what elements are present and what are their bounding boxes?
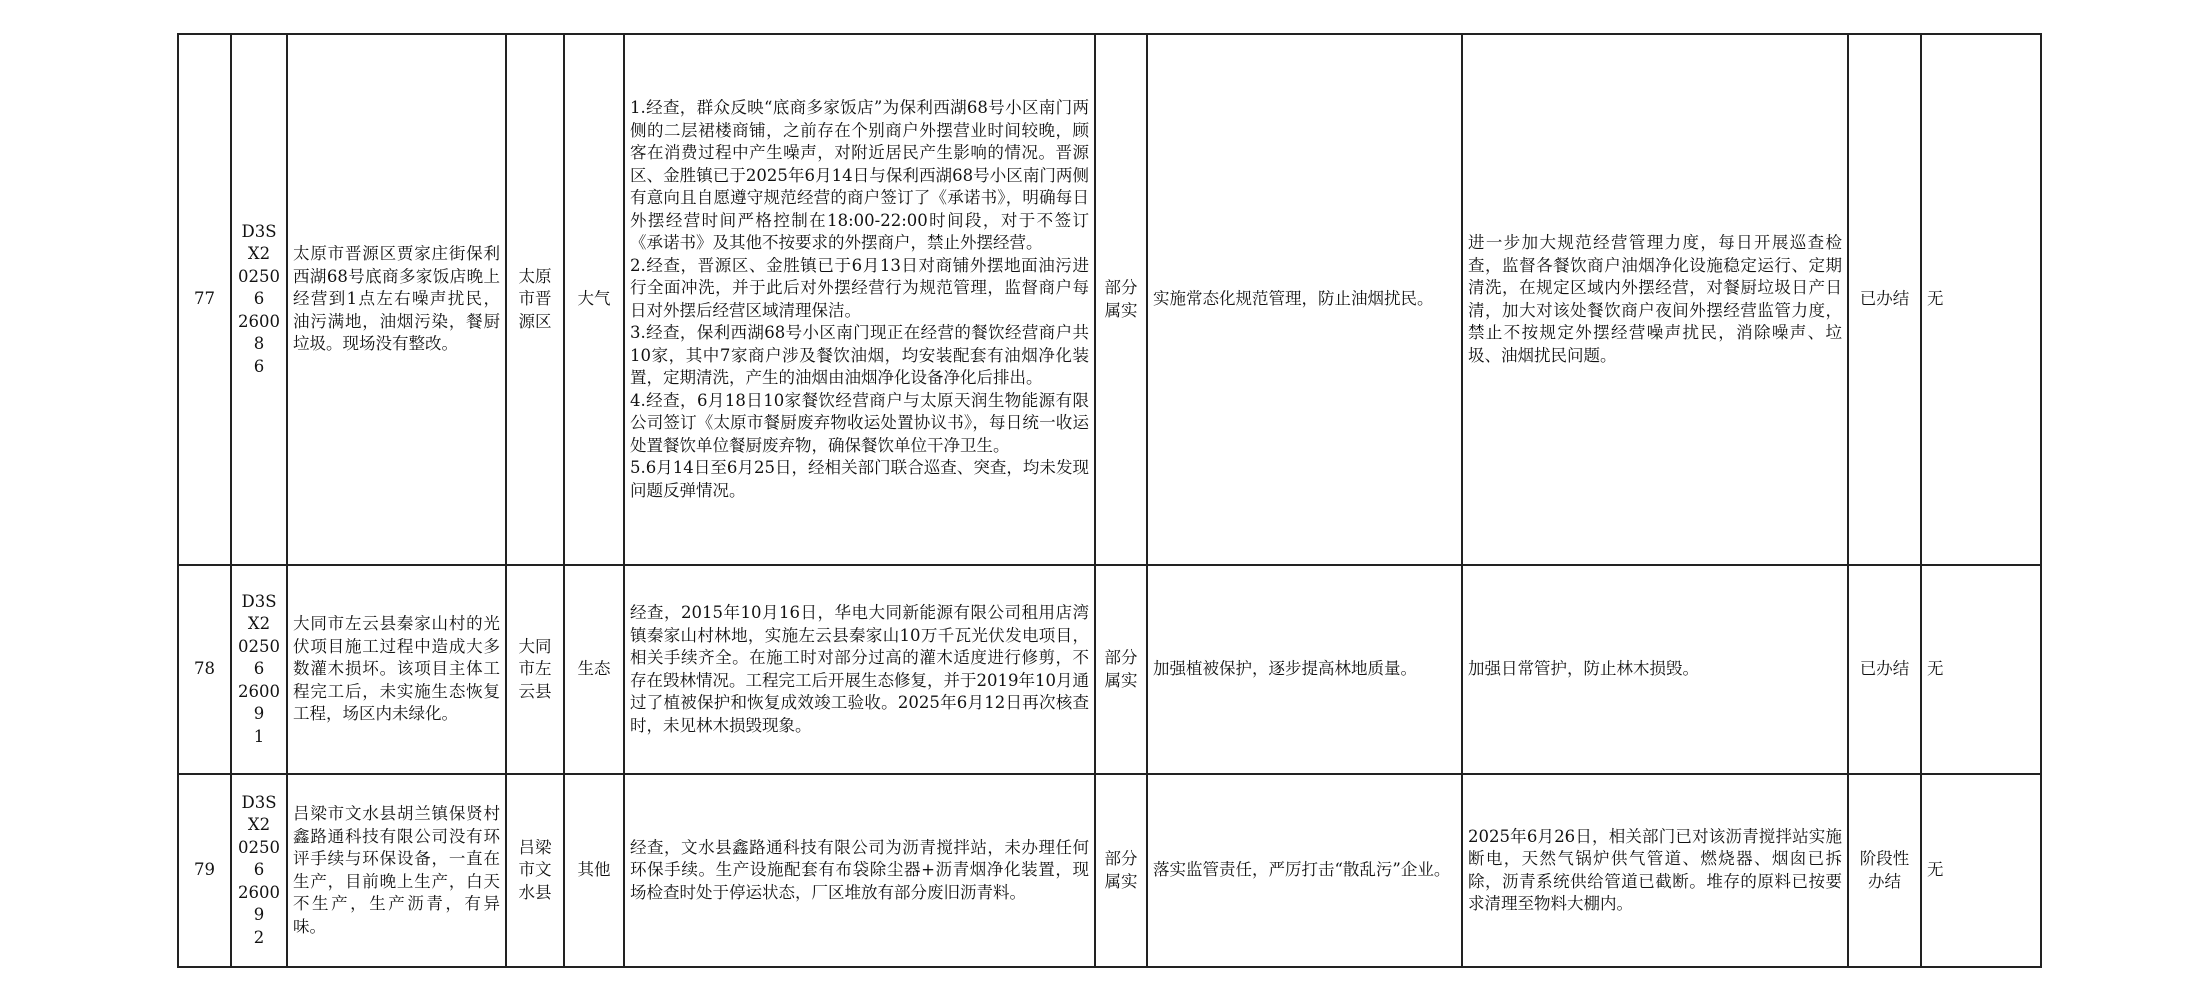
row-index: 78 (178, 565, 231, 774)
administrative-region: 吕梁 市文 水县 (506, 774, 564, 967)
investigation-findings: 1.经查，群众反映“底商多家饭店”为保利西湖68号小区南门两侧的二层裙楼商铺，之前存在个别商户外摆营业时间较晚，顾客在消费过程中产生噪声，对附近居民产生影响的情况。晋源区、金胜镇已于2025年6月14日与保利西湖68号小区南门两侧有意向且自愿遵守规范经营的商户签订了《承诺书》，明确每日外摆经营时间严格控制在18:00-22:00时间段，对于不签订《承诺书》及其他不按要求的外摆商户，禁止外摆经营。 2.经查，晋源区、金胜镇已于6月13日对商铺外摆地面油污进行全面冲洗，并于此后对外摆经营行为规范管理，监督商户每日对外摆后经营区域清理保洁。 3.经查，保利西湖68号小区南门现正在经营的餐饮经营商户共10家，其中7家商户涉及餐饮油烟，均安装配套有油烟净化装置，定期清洗，产生的油烟由油烟净化设备净化后排出。 4.经查，6月18日10家餐饮经营商户与太原天润生物能源有限公司签订《太原市餐厨废弃物收运处置协议书》，每日统一收运处置餐饮单位餐厨废弃物，确保餐饮单位干净卫生。 5.6月14日至6月25日，经相关部门联合巡查、突查，均未发现问题反弹情况。 (624, 34, 1095, 565)
case-code: D3SX2 02506 26009 1 (231, 565, 287, 774)
complaint-content: 吕梁市文水县胡兰镇保贤村鑫路通科技有限公司没有环评手续与环保设备，一直在生产，目前晚上生产，白天不生产，生产沥青，有异味。 (287, 774, 506, 967)
handling-result: 已办结 (1848, 565, 1921, 774)
verification-status: 部分 属实 (1095, 565, 1147, 774)
table-row (178, 34, 2041, 565)
handling-measures: 落实监管责任，严厉打击“散乱污”企业。 (1147, 774, 1462, 967)
handling-result: 阶段性 办结 (1848, 774, 1921, 967)
investigation-findings: 经查，2015年10月16日，华电大同新能源有限公司租用店湾镇秦家山村林地，实施左云县秦家山10万千瓦光伏发电项目，相关手续齐全。在施工时对部分过高的灌木适度进行修剪，不存在毁林情况。工程完工后开展生态修复，并于2019年10月通过了植被保护和恢复成效竣工验收。2025年6月12日再次核查时，未见林木损毁现象。 (624, 565, 1095, 774)
accountability: 无 (1921, 774, 2041, 967)
verification-status: 部分 属实 (1095, 774, 1147, 967)
complaint-table (177, 33, 2042, 968)
accountability: 无 (1921, 34, 2041, 565)
handling-result: 已办结 (1848, 34, 1921, 565)
table-row (178, 774, 2041, 967)
rectification-progress: 2025年6月26日，相关部门已对该沥青搅拌站实施断电，天然气锅炉供气管道、燃烧器、烟囱已拆除，沥青系统供给管道已截断。堆存的原料已按要求清理至物料大棚内。 (1462, 774, 1848, 967)
case-code: D3SX2 02506 26009 2 (231, 774, 287, 967)
rectification-progress: 进一步加大规范经营管理力度，每日开展巡查检查，监督各餐饮商户油烟净化设施稳定运行、定期清洗，在规定区域内外摆经营，对餐厨垃圾日产日清，加大对该处餐饮商户夜间外摆经营监管力度，禁止不按规定外摆经营噪声扰民，消除噪声、垃圾、油烟扰民问题。 (1462, 34, 1848, 565)
pollution-type: 生态 (564, 565, 624, 774)
verification-status: 部分 属实 (1095, 34, 1147, 565)
rectification-progress: 加强日常管护，防止林木损毁。 (1462, 565, 1848, 774)
handling-measures: 加强植被保护，逐步提高林地质量。 (1147, 565, 1462, 774)
pollution-type: 其他 (564, 774, 624, 967)
table-row (178, 565, 2041, 774)
pollution-type: 大气 (564, 34, 624, 565)
complaint-content: 大同市左云县秦家山村的光伏项目施工过程中造成大多数灌木损坏。该项目主体工程完工后，未实施生态恢复工程，场区内未绿化。 (287, 565, 506, 774)
administrative-region: 大同 市左 云县 (506, 565, 564, 774)
case-code: D3SX2 02506 26008 6 (231, 34, 287, 565)
row-index: 79 (178, 774, 231, 967)
handling-measures: 实施常态化规范管理，防止油烟扰民。 (1147, 34, 1462, 565)
administrative-region: 太原 市晋 源区 (506, 34, 564, 565)
investigation-findings: 经查，文水县鑫路通科技有限公司为沥青搅拌站，未办理任何环保手续。生产设施配套有布袋除尘器+沥青烟净化装置，现场检查时处于停运状态，厂区堆放有部分废旧沥青料。 (624, 774, 1095, 967)
row-index: 77 (178, 34, 231, 565)
complaint-content: 太原市晋源区贾家庄街保利西湖68号底商多家饭店晚上经营到1点左右噪声扰民，油污满地，油烟污染，餐厨垃圾。现场没有整改。 (287, 34, 506, 565)
accountability: 无 (1921, 565, 2041, 774)
